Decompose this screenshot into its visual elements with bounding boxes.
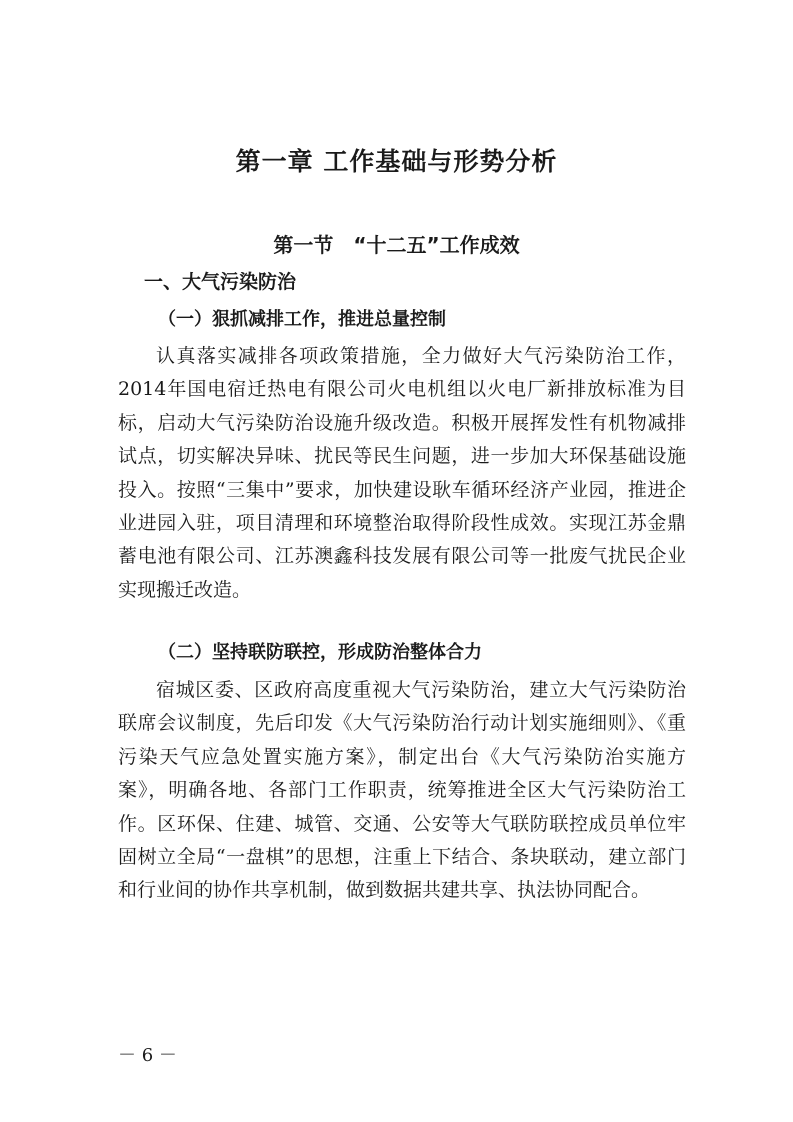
item-heading-2: （二）坚持联防联控，形成防治整体合力 (158, 642, 482, 663)
item-paragraph-1: 认真落实减排各项政策措施，全力做好大气污染防治工作，2014年国电宿迁热电有限公司火电机组以火电厂新排放标准为目标，启动大气污染防治设施升级改造。积极开展挥发性有机物减排试点，切实解决异味、扰民等民生问题，进一步加大环保基础设施投入。按照“三集中”要求，加快建设耿车循环经济产业园，推进企业进园入驻，项目清理和环境整治取得阶段性成效。实现江苏金鼎蓄电池有限公司、江苏澳鑫科技发展有限公司等一批废气扰民企业实现搬迁改造。 (118, 345, 686, 601)
subsection-heading: 一、大气污染防治 (144, 271, 297, 293)
item-paragraph-2: 宿城区委、区政府高度重视大气污染防治，建立大气污染防治联席会议制度，先后印发《大气污染防治行动计划实施细则》、《重污染天气应急处置实施方案》，制定出台《大气污染防治实施方案》，明确各地、各部门工作职责，统筹推进全区大气污染防治工作。区环保、住建、城管、交通、公安等大气联防联控成员单位牢固树立全局“一盘棋”的思想，注重上下结合、条块联动，建立部门和行业间的协作共享机制，做到数据共建共享、执法协同配合。 (118, 679, 686, 902)
item-heading-1: （一）狠抓减排工作，推进总量控制 (158, 309, 446, 330)
page-number: － 6 － (118, 1045, 177, 1066)
section-title: 第一节 “十二五”工作成效 (273, 233, 520, 257)
chapter-title: 第一章 工作基础与形势分析 (235, 147, 558, 176)
